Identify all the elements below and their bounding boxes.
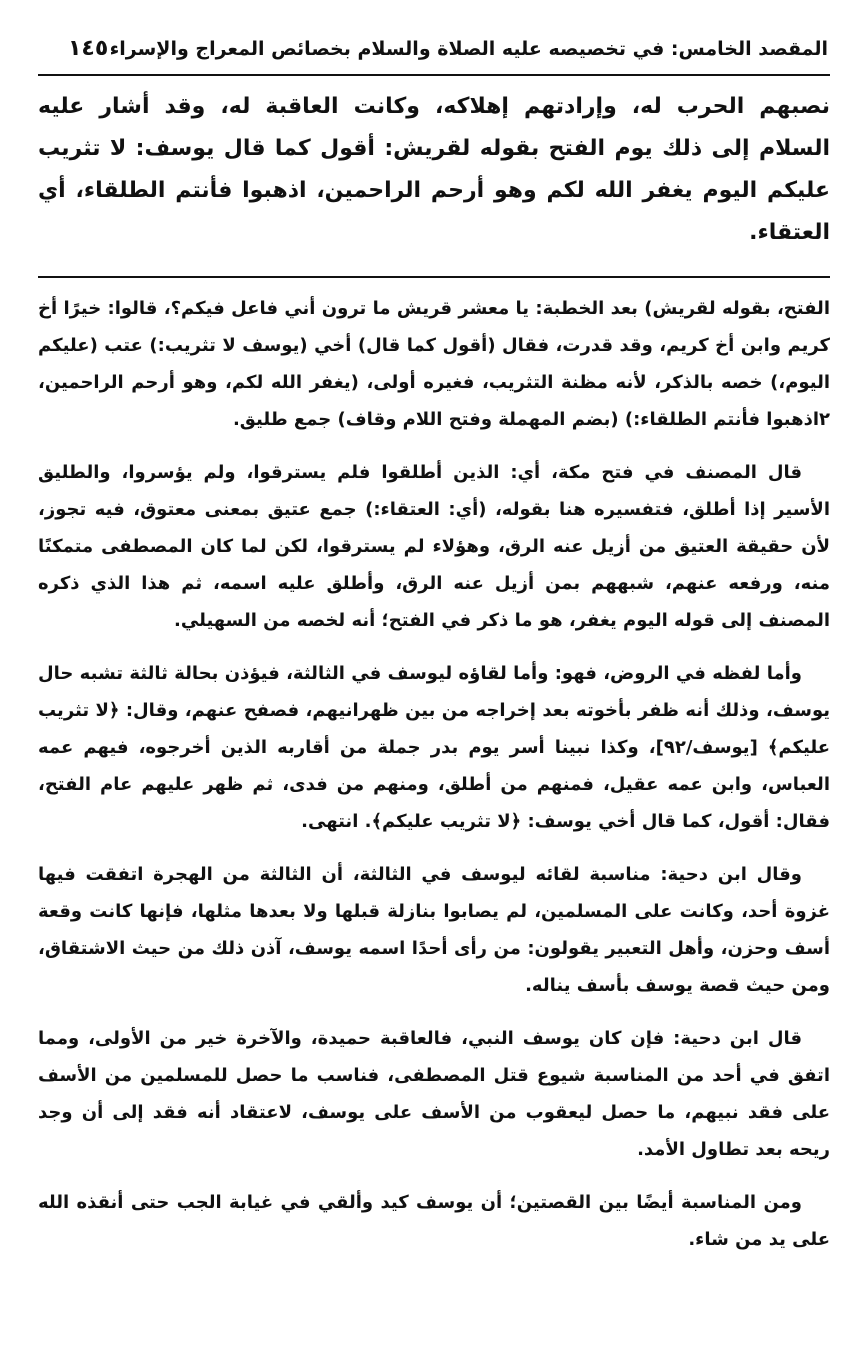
page-number: ١٤٥ (68, 36, 109, 61)
header-title: المقصد الخامس: في تخصيصه عليه الصلاة والسلام بخصائص المعراج والإسراء (109, 38, 828, 60)
commentary-paragraph: ومن المناسبة أيضًا بين القصتين؛ أن يوسف كيد وألقي في غيابة الجب حتى أنقذه الله على يد من شاء. (38, 1192, 830, 1250)
commentary-paragraph: وأما لفظه في الروض، فهو: وأما لقاؤه ليوسف في الثالثة، فيؤذن بحالة ثالثة تشبه حال يوسف، وذلك أنه ظفر بأخوته بعد إخراجه من بين ظهرانيهم، فصفح عنهم، وقال: ﴿لا تثريب عليكم﴾ [يوسف/٩٢]، وكذا نبينا أسر يوم بدر جملة من أقاربه الذين أخرجوه، فيهم عمه العباس، وابن عمه عقيل، فمنهم من أطلق، ومنهم من فدى، ثم ظهر عليهم عام الفتح، فقال: أقول، كما قال أخي يوسف: ﴿لا تثريب عليكم﴾. انتهى. (38, 663, 830, 832)
running-header (38, 36, 830, 76)
commentary (38, 290, 830, 1258)
commentary-paragraph: الفتح، بقوله لقريش) بعد الخطبة: يا معشر قريش ما ترون أني فاعل فيكم؟، قالوا: خيرًا أخ كريم وابن أخ كريم، وقد قدرت، فقال (أقول كما قال) أخي (يوسف لا تثريب:) عتب (عليكم اليوم،) خصه بالذكر، لأنه مظنة التثريب، فغيره أولى، (يغفر الله لكم، وهو أرحم الراحمين، ٢اذهبوا فأنتم الطلقاء:) (بضم المهملة وفتح اللام وقاف) جمع طليق. (38, 298, 830, 430)
commentary-paragraph: قال المصنف في فتح مكة، أي: الذين أطلقوا فلم يسترقوا، ولم يؤسروا، والطليق الأسير إذا أطلق، فتفسيره هنا بقوله، (أي: العتقاء:) جمع عتيق بمعنى معتوق، فيه تجوز، لأن حقيقة العتيق من أزيل عنه الرق، وهؤلاء لم يسترقوا، لكن لما كان المصطفى متمكنًا منه، ورفعه عنهم، شبههم بمن أزيل عنه الرق، وأطلق عليه اسمه، ثم هذا الذي ذكره المصنف إلى قوله اليوم يغفر، هو ما ذكر في الفتح؛ أنه لخصه من السهيلي. (38, 462, 830, 631)
main-text: نصبهم الحرب له، وإرادتهم إهلاكه، وكانت العاقبة له، وقد أشار عليه السلام إلى ذلك يوم الفتح بقوله لقريش: أقول كما قال يوسف: لا تثريب عليكم اليوم يغفر الله لكم وهو أرحم الراحمين، اذهبوا فأنتم الطلقاء، أي العتقاء. (38, 94, 830, 245)
section-divider (38, 276, 830, 278)
commentary-paragraph: قال ابن دحية: فإن كان يوسف النبي، فالعاقبة حميدة، والآخرة خير من الأولى، ومما اتفق في أحد من المناسبة شيوع قتل المصطفى، فناسب ما حصل للمسلمين من الأسف على فقد نبيهم، ما حصل ليعقوب من الأسف على يوسف، لاعتقاد أنه فقد إلى أن وجد ريحه بعد تطاول الأمد. (38, 1028, 830, 1160)
commentary-paragraph: وقال ابن دحية: مناسبة لقائه ليوسف في الثالثة، أن الثالثة من الهجرة اتفقت فيها غزوة أحد، وكانت على المسلمين، لم يصابوا بنازلة قبلها ولا بعدها مثلها، فإنها كانت وقعة أسف وحزن، وأهل التعبير يقولون: من رأى أحدًا اسمه يوسف، آذن ذلك من حيث الاشتقاق، ومن حيث قصة يوسف بأسف يناله. (38, 864, 830, 996)
book-page (38, 36, 830, 1336)
